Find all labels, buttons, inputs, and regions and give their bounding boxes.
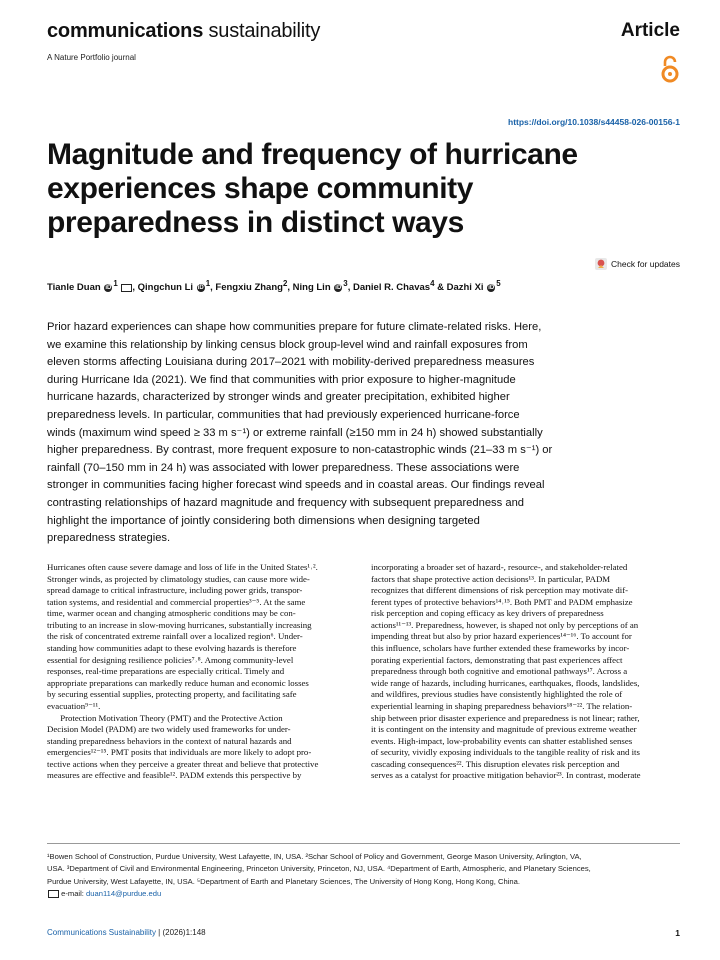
body-line: measures are effective and feasible¹². PADM extends this perspective by [47, 770, 302, 781]
body-column-left [47, 562, 356, 782]
body-line: wide range of hazards, including hurricanes, earthquakes, floods, landslides, [371, 677, 640, 688]
footer-journal-link[interactable]: Communications Sustainability [47, 928, 156, 937]
title-line: experiences shape community [47, 172, 474, 205]
body-line: Protection Motivation Theory (PMT) and the Protective Action [47, 712, 283, 723]
body-line: cascading consequences²². This disruption elevates risk perception and [371, 758, 620, 769]
abstract-line: preparedness levels. In particular, communities that had previously experienced hurricane-force [47, 408, 520, 421]
email-icon [48, 890, 59, 898]
check-for-updates-label: Check for updates [611, 259, 680, 269]
body-line: and wildfires, previous studies have consistently highlighted the role of [371, 689, 623, 700]
abstract-line: highlight the importance of jointly considering both dimensions when designing targeted [47, 514, 480, 527]
author-name[interactable]: & Dazhi Xi [434, 282, 484, 294]
body-line: tation systems, and residential and commercial properties³⁻⁵. At the same [47, 596, 306, 607]
body-line: it is contingent on the intensity and magnitude of previous extreme weather [371, 724, 637, 735]
author-name[interactable]: , Ning Lin [287, 282, 331, 294]
body-line: risk perception and coping efficacy as key drivers of preparedness [371, 608, 604, 619]
footnote-line: ¹Bowen School of Construction, Purdue University, West Lafayette, IN, USA. ²Schar School of Policy and Government, George Mason University, Arlington, VA, [47, 852, 582, 861]
body-line: appropriate preparations can markedly reduce human and economic losses [47, 677, 309, 688]
footnote-divider [47, 843, 680, 844]
footer-citation [47, 928, 206, 937]
page-number: 1 [675, 928, 680, 938]
footer-citation-text: | (2026)1:148 [155, 928, 206, 937]
title-line: preparedness in distinct ways [47, 206, 464, 239]
body-column-right [371, 562, 680, 782]
body-line: porating experiential factors, demonstrating that past experiences affect [371, 654, 623, 665]
body-line: serves as a catalyst for proactive mitigation behavior²³. In contrast, moderate [371, 770, 641, 781]
abstract-line: preparedness strategies. [47, 532, 171, 545]
body-line: Decision Model (PADM) are two widely used frameworks for under- [47, 724, 291, 735]
body-line: actions¹¹⁻¹³. Preparedness, however, is shaped not only by perceptions of an [371, 619, 639, 630]
footnote-line: Purdue University, West Lafayette, IN, USA. ⁵Department of Earth and Planetary Sciences, The University of Hong Kong, Hong Kong, China. [47, 876, 520, 886]
orcid-icon[interactable]: iD [105, 284, 112, 291]
open-access-icon [659, 54, 681, 84]
abstract-line: during Hurricane Ida (2021). We find that communities with prior exposure to higher-magnitude [47, 373, 516, 386]
body-line: by securing essential supplies, protecting property, and facilitating safe [47, 689, 297, 700]
body-line: standing how communities adapt to these evolving hazards is therefore [47, 643, 297, 654]
body-line: recognizes that different dimensions of risk perception may motivate dif- [371, 585, 629, 596]
body-line: the risk of concentrated extreme rainfall over a localized region⁶. Under- [47, 631, 303, 642]
body-line: incorporating a broader set of hazard-, resource-, and stakeholder-related [371, 562, 628, 572]
body-line: Hurricanes often cause severe damage and loss of life in the United States¹˒². [47, 562, 318, 572]
author-name[interactable]: , Fengxiu Zhang [210, 282, 283, 294]
doi-link[interactable]: https://doi.org/10.1038/s44458-026-00156-1 [508, 117, 680, 127]
body-line: emergencies¹²⁻¹⁵. PMT posits that individuals are more likely to adopt pro- [47, 747, 312, 758]
body-line: ferent types of protective behaviors¹⁴˒¹⁵. Both PMT and PADM emphasize [371, 596, 633, 607]
author-affiliation: 2 [282, 279, 288, 288]
body-line: standing preparedness behaviors in the context of natural hazards and [47, 735, 292, 746]
check-for-updates-button[interactable] [595, 258, 680, 270]
abstract-line: hurricane hazards, characterized by stronger winds and greater precipitation, exhibited higher [47, 391, 510, 404]
body-line: preparedness through both cognitive and emotional pathways¹⁷. Across a [371, 666, 628, 677]
body-line: this influence, scholars have further extended these frameworks by incor- [371, 643, 630, 654]
abstract-line: eleven storms affecting Louisiana during 2017–2021 with mobility-derived preparedness measures [47, 356, 535, 369]
abstract-line: contrasting relationships of hazard magnitude and frequency with subsequent preparedness and [47, 496, 525, 509]
body-line: ship between prior disaster experience and preparedness is not linear; rather, [371, 712, 640, 723]
body-line: spread damage to critical infrastructure, including power grids, transpor- [47, 585, 303, 596]
orcid-icon[interactable]: iD [488, 284, 495, 291]
journal-brand-light: sustainability [208, 20, 321, 42]
journal-brand[interactable] [47, 20, 320, 43]
author-name[interactable]: Tianle Duan [47, 282, 101, 294]
article-type-label: Article [620, 20, 680, 41]
orcid-icon[interactable]: iD [197, 284, 204, 291]
body-line: responses, real-time preparations are especially critical. Timely and [47, 666, 285, 677]
body-line: essential for designing resilience policies⁷˒⁸. Among community-level [47, 654, 294, 665]
body-line: tributing to an increase in slow-moving hurricanes, substantially increasing [47, 619, 312, 630]
abstract-line: stronger in communities facing higher forecast wind speeds and in coastal areas. Our findings reveal [47, 479, 545, 492]
email-icon[interactable] [121, 284, 132, 292]
body-line: experiential learning in shaping preparedness behaviors¹⁸⁻²². The relation- [371, 700, 633, 711]
body-line: tective actions when they perceive a greater threat and believe that protective [47, 758, 319, 769]
abstract-line: winds (maximum wind speed ≥ 33 m s⁻¹) or extreme rainfall (≥150 mm in 24 h) showed substantially [47, 426, 543, 439]
author-name[interactable]: , Qingchun Li [132, 282, 194, 294]
abstract-line: rainfall (70–150 mm in 24 h) was associated with lower preparedness. These associations were [47, 461, 520, 474]
author-affiliation: 4 [430, 279, 435, 288]
author-name[interactable]: , Daniel R. Chavas [347, 282, 431, 294]
author-affiliation: 5 [496, 279, 501, 288]
correspondence-line [47, 888, 687, 900]
publisher-note: A Nature Portfolio journal [47, 53, 136, 62]
author-affiliation: 1 [113, 279, 118, 288]
orcid-icon[interactable]: iD [335, 284, 342, 291]
body-line: time, warmer ocean and changing atmospheric conditions may be con- [47, 608, 296, 619]
email-link[interactable]: duan114@purdue.edu [86, 889, 162, 899]
body-line: events. High-impact, low-probability events can shatter established senses [371, 735, 633, 746]
email-label: e-mail: [61, 889, 84, 899]
abstract [47, 319, 587, 548]
abstract-line: Prior hazard experiences can shape how communities prepare for future climate-related risks. Here, [47, 321, 542, 333]
article-title [47, 138, 687, 240]
journal-brand-bold: communications [47, 20, 204, 42]
body-line: evacuation⁹⁻¹¹. [47, 700, 101, 711]
body-line: factors that shape protective action decisions¹³. In particular, PADM [371, 573, 611, 584]
body-line: of security, vividly exposing individuals to the tangible reality of risk and its [371, 747, 640, 758]
footnote-line: USA. ³Department of Civil and Environmental Engineering, Princeton University, Princeton, NJ, USA. ⁴Department of Earth, Atmospheric, and Planetary Sciences, [47, 864, 591, 874]
author-affiliation: 1 [205, 279, 211, 288]
title-line: Magnitude and frequency of hurricane [47, 138, 578, 171]
abstract-line: higher preparedness. By contrast, more frequent exposure to non-catastrophic winds (21–33 m s⁻¹) or [47, 444, 553, 457]
author-affiliation: 3 [343, 279, 348, 288]
abstract-line: we examine this relationship by linking census block group-level wind and rainfall exposures from [47, 338, 528, 351]
body-line: Stronger winds, as projected by climatology studies, can cause more wide- [47, 573, 310, 584]
body-line: impending threat but also by prior hazard experiences¹⁴⁻¹⁶. To account for [371, 631, 632, 642]
author-list [47, 279, 501, 293]
affiliation-footnotes [47, 851, 687, 901]
check-for-updates-icon [595, 258, 607, 270]
